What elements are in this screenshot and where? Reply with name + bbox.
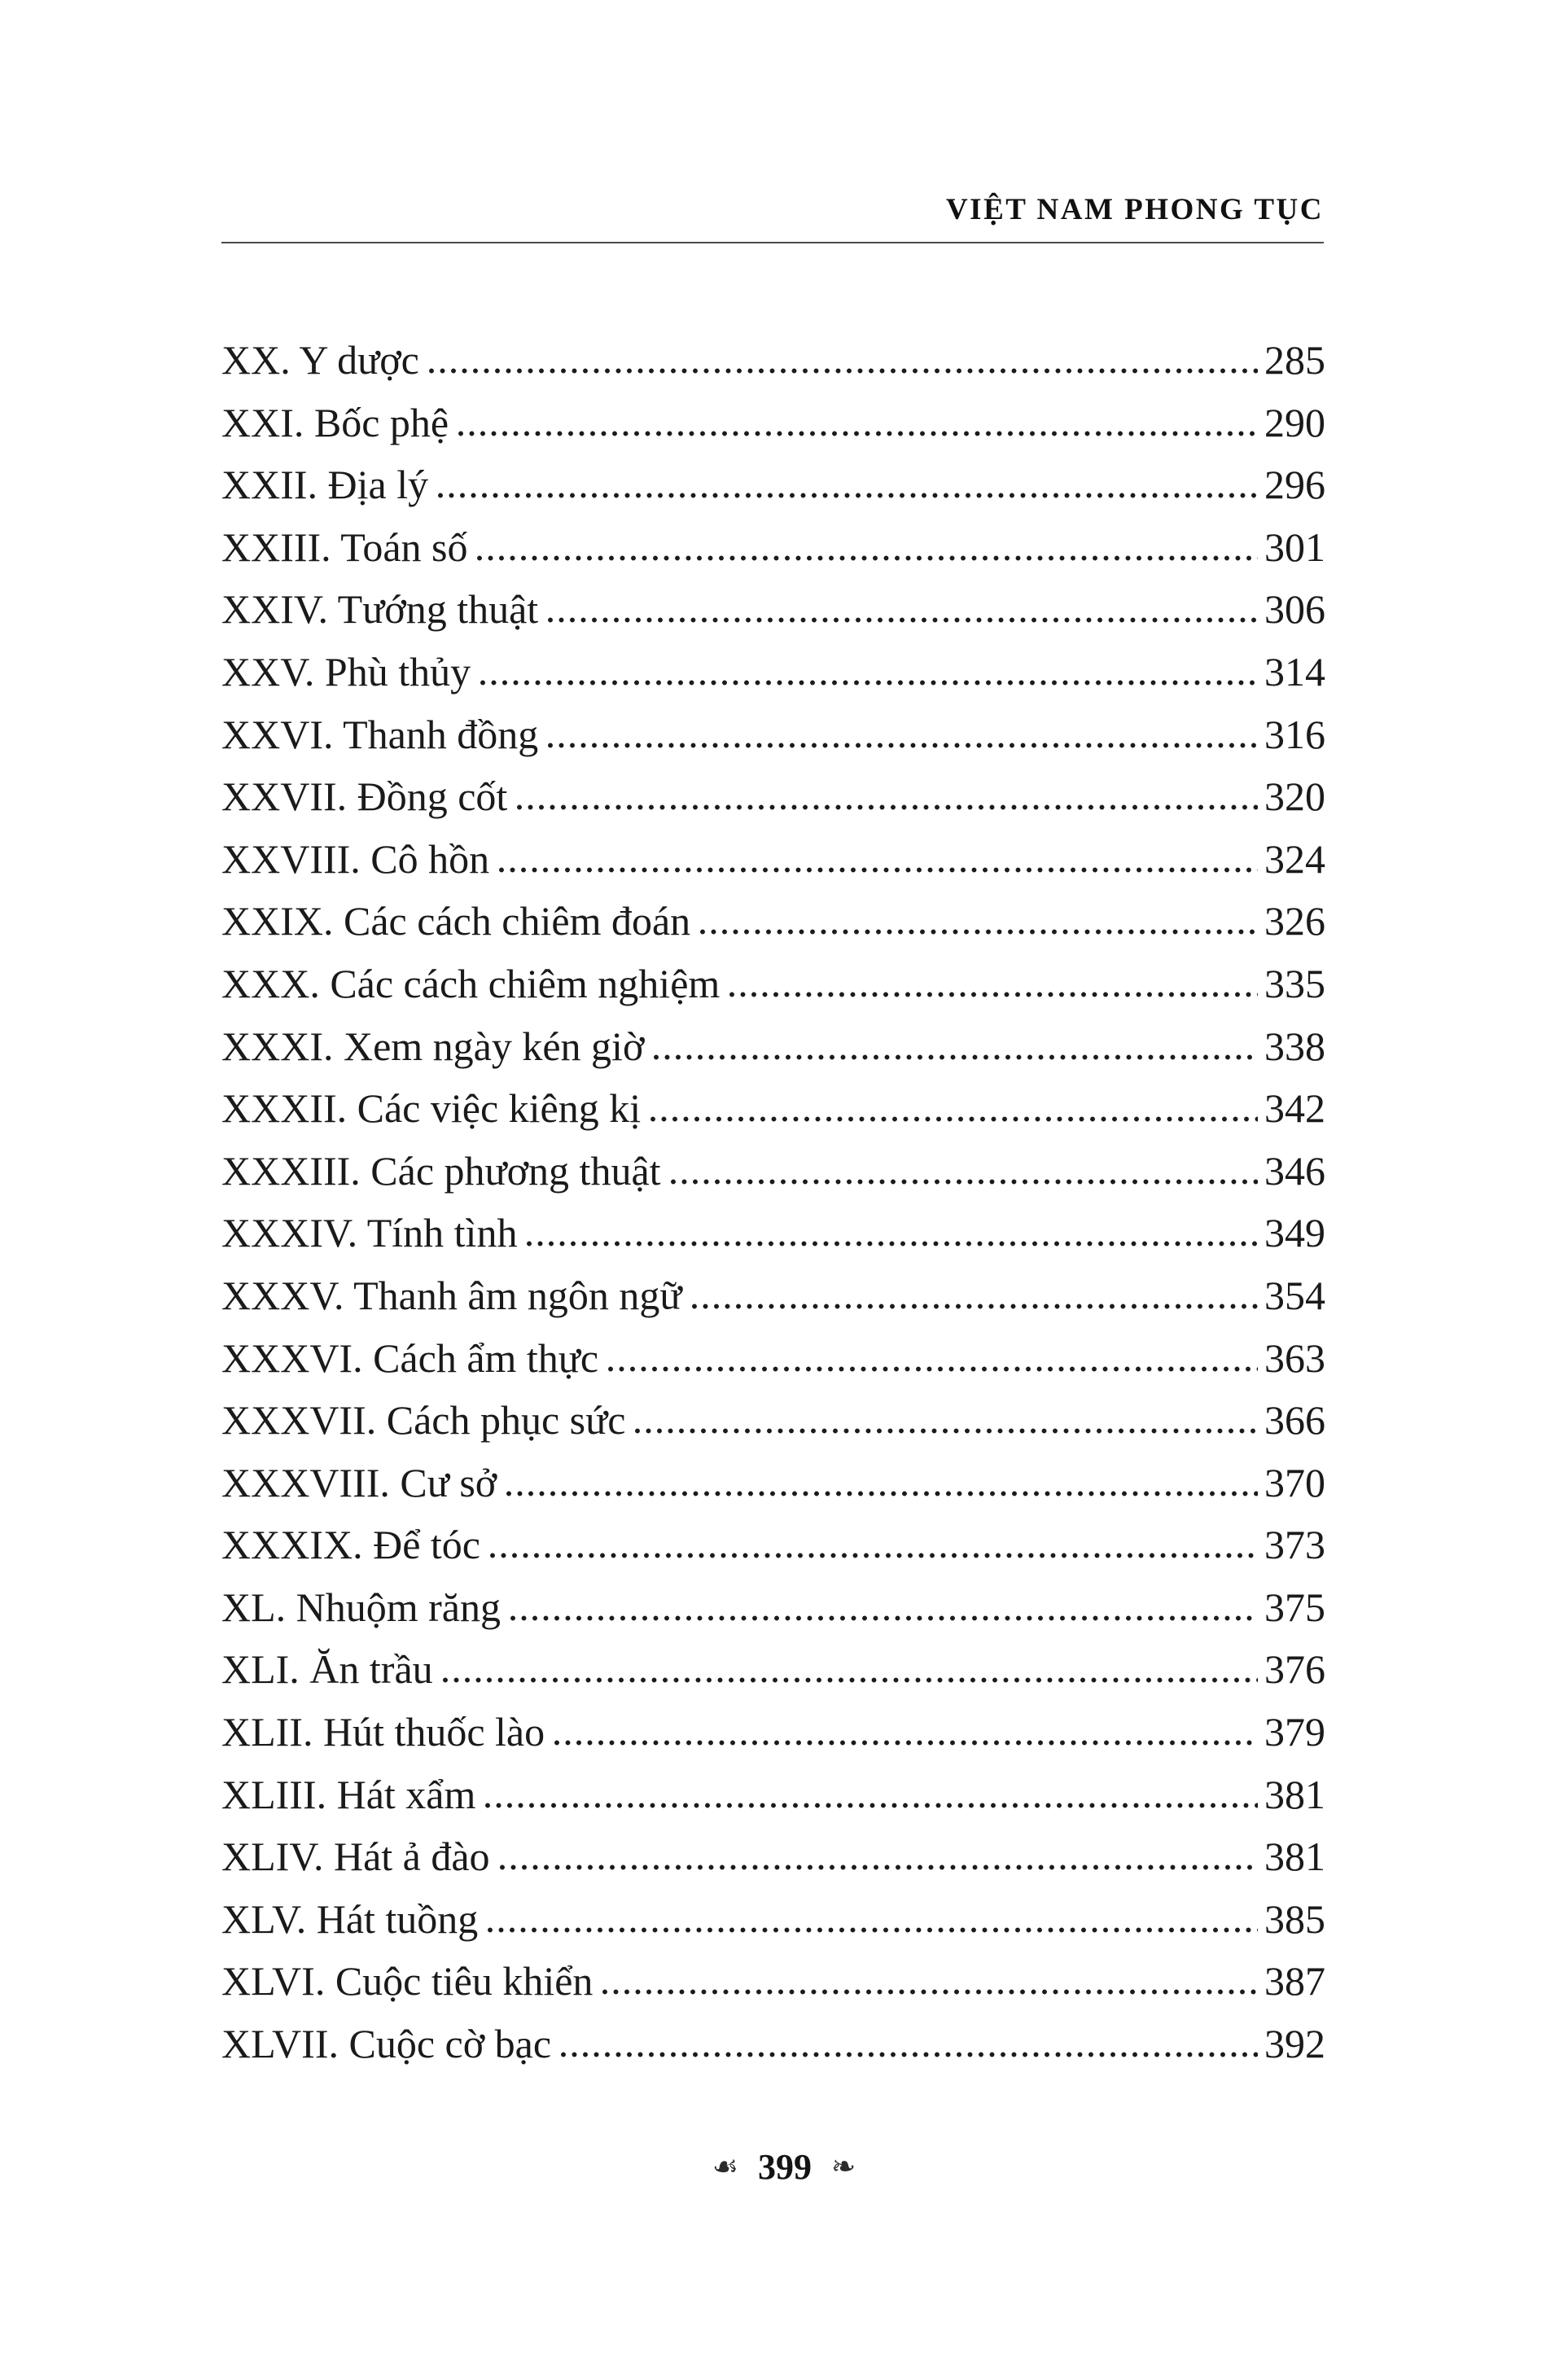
toc-entry-label: XXXV. Thanh âm ngôn ngữ — [221, 1272, 682, 1318]
toc-leader-dots — [527, 1241, 1258, 1247]
toc-entry-page: 338 — [1264, 1023, 1325, 1069]
toc-entry-label: XLI. Ăn trầu — [221, 1646, 433, 1693]
toc-entry-label: XL. Nhuộm răng — [221, 1584, 501, 1630]
toc-entry — [221, 1077, 1325, 1140]
toc-entry — [221, 1140, 1325, 1203]
toc-entry — [221, 1638, 1325, 1701]
toc-entry — [221, 641, 1325, 703]
page-header — [221, 192, 1324, 243]
toc-entry-page: 314 — [1264, 648, 1325, 694]
toc-entry-page: 335 — [1264, 960, 1325, 1006]
toc-entry-label: XXXVI. Cách ẩm thực — [221, 1334, 599, 1381]
toc-entry-page: 301 — [1264, 524, 1325, 570]
toc-entry — [221, 828, 1325, 891]
toc-entry-label: XXIX. Các cách chiêm đoán — [221, 898, 691, 944]
toc-leader-dots — [458, 431, 1258, 436]
toc-leader-dots — [635, 1428, 1258, 1434]
toc-entry-label: XXXIII. Các phương thuật — [221, 1147, 661, 1194]
toc-entry — [221, 703, 1325, 766]
toc-leader-dots — [602, 1989, 1258, 1995]
toc-entry — [221, 1327, 1325, 1390]
toc-entry-label: XXXI. Xem ngày kén giờ — [221, 1023, 645, 1069]
toc-entry-label: XXIII. Toán số — [221, 524, 468, 570]
toc-entry-page: 381 — [1264, 1771, 1325, 1817]
toc-entry — [221, 1389, 1325, 1452]
toc-entry-page: 375 — [1264, 1584, 1325, 1630]
toc-entry — [221, 329, 1325, 392]
toc-leader-dots — [729, 992, 1258, 997]
toc-leader-dots — [650, 1116, 1258, 1122]
toc-entry — [221, 1514, 1325, 1576]
toc-entry-label: XXVI. Thanh đồng — [221, 711, 539, 757]
toc-entry-label: XLV. Hát tuồng — [221, 1895, 479, 1942]
toc-entry-label: XLII. Hút thuốc lào — [221, 1709, 545, 1755]
toc-leader-dots — [554, 1740, 1258, 1746]
toc-entry — [221, 392, 1325, 454]
toc-entry — [221, 1764, 1325, 1826]
toc-entry-page: 370 — [1264, 1459, 1325, 1505]
toc-entry-page: 306 — [1264, 586, 1325, 633]
toc-entry-label: XXXII. Các việc kiêng kị — [221, 1085, 642, 1132]
toc-entry-page: 290 — [1264, 399, 1325, 445]
toc-leader-dots — [700, 929, 1258, 935]
toc-entry-label: XXXVII. Cách phục sức — [221, 1397, 626, 1444]
fleuron-right-icon: ❧ — [831, 2149, 856, 2184]
toc-leader-dots — [429, 368, 1258, 374]
toc-entry-label: XXIV. Tướng thuật — [221, 586, 539, 633]
toc-entry-label: XXXIV. Tính tình — [221, 1210, 518, 1256]
toc-entry-page: 376 — [1264, 1646, 1325, 1693]
toc-entry-page: 354 — [1264, 1272, 1325, 1318]
toc-entry — [221, 1202, 1325, 1264]
toc-entry-label: XLVII. Cuộc cờ bạc — [221, 2021, 552, 2067]
toc-entry — [221, 2013, 1325, 2075]
toc-entry-page: 316 — [1264, 711, 1325, 757]
toc-entry — [221, 1576, 1325, 1639]
toc-leader-dots — [480, 680, 1258, 686]
toc-leader-dots — [548, 743, 1258, 748]
toc-entry-label: XXX. Các cách chiêm nghiệm — [221, 960, 720, 1006]
toc-leader-dots — [561, 2052, 1258, 2057]
page-footer — [0, 2146, 1568, 2188]
toc-entry — [221, 453, 1325, 516]
toc-entry — [221, 953, 1325, 1015]
toc-entry-label: XX. Y dược — [221, 337, 419, 383]
toc-leader-dots — [608, 1366, 1258, 1372]
toc-leader-dots — [490, 1553, 1258, 1558]
toc-leader-dots — [438, 493, 1258, 498]
toc-leader-dots — [506, 1491, 1258, 1496]
toc-leader-dots — [499, 867, 1258, 873]
toc-entry-page: 326 — [1264, 898, 1325, 944]
toc-entry-page: 349 — [1264, 1210, 1325, 1256]
toc-entry-page: 381 — [1264, 1834, 1325, 1880]
toc-entry-label: XXV. Phù thủy — [221, 648, 471, 694]
toc-leader-dots — [654, 1054, 1258, 1060]
toc-leader-dots — [485, 1803, 1258, 1808]
toc-entry-page: 392 — [1264, 2021, 1325, 2067]
toc-leader-dots — [510, 1615, 1258, 1621]
toc-entry-label: XXVIII. Cô hồn — [221, 835, 490, 882]
toc-entry — [221, 890, 1325, 953]
toc-entry-label: XXII. Địa lý — [221, 462, 429, 508]
toc-entry-label: XXXIX. Để tóc — [221, 1522, 480, 1568]
toc-entry-page: 324 — [1264, 835, 1325, 882]
toc-entry — [221, 1888, 1325, 1951]
toc-entry-label: XXVII. Đồng cốt — [221, 773, 508, 820]
toc-entry-page: 346 — [1264, 1147, 1325, 1194]
toc-entry — [221, 1015, 1325, 1078]
toc-entry-label: XLIII. Hát xẩm — [221, 1771, 476, 1817]
toc-entry-page: 373 — [1264, 1522, 1325, 1568]
toc-entry-page: 296 — [1264, 462, 1325, 508]
toc-entry-page: 320 — [1264, 773, 1325, 820]
toc-entry-page: 285 — [1264, 337, 1325, 383]
toc-leader-dots — [488, 1927, 1258, 1933]
toc-entry — [221, 1825, 1325, 1888]
toc-entry-page: 385 — [1264, 1895, 1325, 1942]
running-head-title: VIỆT NAM PHONG TỤC — [945, 193, 1324, 226]
toc-leader-dots — [443, 1677, 1258, 1683]
folio-page-number: 399 — [758, 2147, 812, 2187]
toc-leader-dots — [692, 1303, 1258, 1309]
toc-leader-dots — [477, 555, 1258, 561]
toc-entry-page: 342 — [1264, 1085, 1325, 1132]
toc-entry-label: XXI. Bốc phệ — [221, 399, 449, 445]
toc-entry-page: 363 — [1264, 1334, 1325, 1381]
toc-entry-page: 379 — [1264, 1709, 1325, 1755]
toc-entry — [221, 1701, 1325, 1764]
toc-entry-label: XLIV. Hát ả đào — [221, 1834, 490, 1880]
header-rule — [221, 242, 1324, 243]
toc-entry-page: 366 — [1264, 1397, 1325, 1444]
toc-list — [221, 329, 1325, 2075]
toc-entry — [221, 1950, 1325, 2013]
toc-entry — [221, 578, 1325, 641]
toc-entry-label: XXXVIII. Cư sở — [221, 1459, 497, 1505]
toc-leader-dots — [671, 1179, 1258, 1185]
toc-entry — [221, 1264, 1325, 1327]
toc-entry-label: XLVI. Cuộc tiêu khiển — [221, 1958, 593, 2005]
toc-entry — [221, 516, 1325, 579]
toc-leader-dots — [548, 617, 1258, 623]
fleuron-left-icon: ☙ — [712, 2149, 739, 2184]
toc-entry-page: 387 — [1264, 1958, 1325, 2005]
toc-entry — [221, 765, 1325, 828]
toc-leader-dots — [517, 804, 1258, 810]
toc-leader-dots — [500, 1864, 1258, 1870]
toc-entry — [221, 1452, 1325, 1514]
